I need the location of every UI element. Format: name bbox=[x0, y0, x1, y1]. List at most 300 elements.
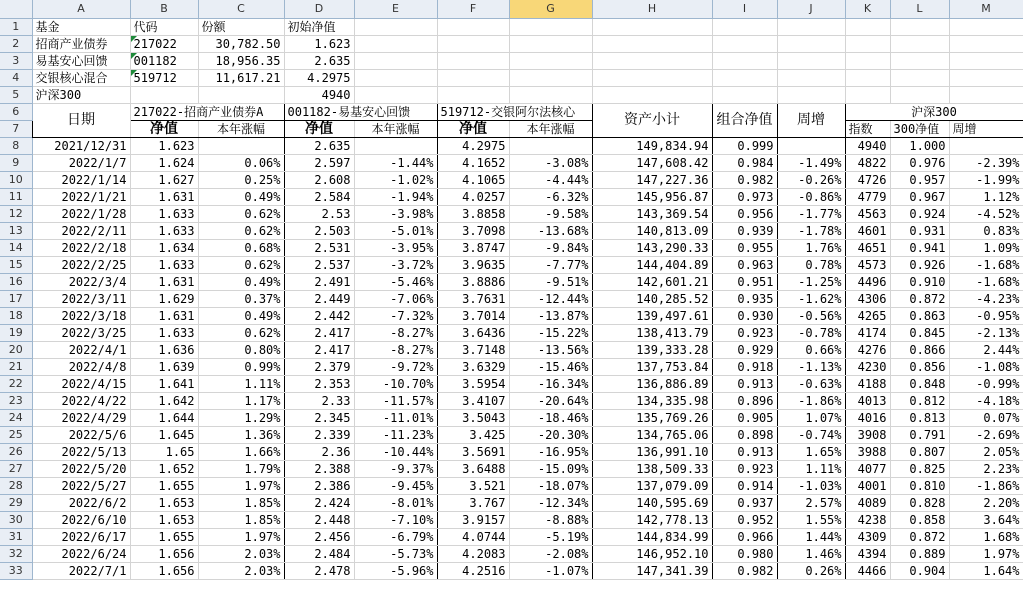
code-cell[interactable]: 217022 bbox=[130, 35, 198, 52]
data-cell[interactable]: 4466 bbox=[845, 562, 890, 579]
cell[interactable] bbox=[845, 69, 890, 86]
cell[interactable] bbox=[437, 35, 509, 52]
data-cell[interactable]: 2.20% bbox=[949, 494, 1023, 511]
cell[interactable]: 11,617.21 bbox=[198, 69, 284, 86]
data-cell[interactable]: -3.98% bbox=[354, 205, 437, 222]
data-cell[interactable]: 140,595.69 bbox=[592, 494, 712, 511]
data-cell[interactable]: 1.12% bbox=[949, 188, 1023, 205]
data-cell[interactable]: -13.68% bbox=[509, 222, 592, 239]
data-cell[interactable]: -0.26% bbox=[777, 171, 845, 188]
data-cell[interactable]: 137,753.84 bbox=[592, 358, 712, 375]
column-header[interactable]: L bbox=[890, 0, 949, 18]
cell[interactable] bbox=[949, 52, 1023, 69]
data-cell[interactable]: 1.656 bbox=[130, 562, 198, 579]
data-cell[interactable]: 4651 bbox=[845, 239, 890, 256]
data-cell[interactable]: 0.973 bbox=[712, 188, 777, 205]
data-cell[interactable]: 3.5043 bbox=[437, 409, 509, 426]
data-cell[interactable]: -1.99% bbox=[949, 171, 1023, 188]
row-header[interactable]: 19 bbox=[0, 324, 32, 341]
data-cell[interactable]: 2.03% bbox=[198, 545, 284, 562]
data-cell[interactable]: 0.937 bbox=[712, 494, 777, 511]
data-cell[interactable]: -13.87% bbox=[509, 307, 592, 324]
data-cell[interactable]: -6.79% bbox=[354, 528, 437, 545]
data-cell[interactable]: -5.96% bbox=[354, 562, 437, 579]
data-cell[interactable]: -1.03% bbox=[777, 477, 845, 494]
data-cell[interactable]: 0.49% bbox=[198, 188, 284, 205]
data-cell[interactable]: -2.08% bbox=[509, 545, 592, 562]
cell[interactable] bbox=[777, 52, 845, 69]
cell[interactable] bbox=[592, 69, 712, 86]
data-cell[interactable]: 4265 bbox=[845, 307, 890, 324]
data-cell[interactable]: 142,778.13 bbox=[592, 511, 712, 528]
date-cell[interactable]: 2022/3/25 bbox=[32, 324, 130, 341]
data-cell[interactable]: 0.924 bbox=[890, 205, 949, 222]
data-cell[interactable]: -1.02% bbox=[354, 171, 437, 188]
data-cell[interactable]: -3.72% bbox=[354, 256, 437, 273]
data-cell[interactable]: 3.5954 bbox=[437, 375, 509, 392]
row-header[interactable]: 29 bbox=[0, 494, 32, 511]
cell[interactable] bbox=[198, 86, 284, 103]
data-cell[interactable]: 138,509.33 bbox=[592, 460, 712, 477]
data-cell[interactable]: -7.06% bbox=[354, 290, 437, 307]
cell[interactable] bbox=[354, 69, 437, 86]
date-cell[interactable]: 2022/1/14 bbox=[32, 171, 130, 188]
data-cell[interactable]: 4230 bbox=[845, 358, 890, 375]
data-cell[interactable]: 0.80% bbox=[198, 341, 284, 358]
data-cell[interactable]: 0.931 bbox=[890, 222, 949, 239]
data-cell[interactable]: -10.44% bbox=[354, 443, 437, 460]
data-cell[interactable]: -5.01% bbox=[354, 222, 437, 239]
data-cell[interactable]: 0.926 bbox=[890, 256, 949, 273]
data-cell[interactable]: 1.68% bbox=[949, 528, 1023, 545]
cell[interactable] bbox=[890, 69, 949, 86]
cell[interactable]: 1.623 bbox=[284, 35, 354, 52]
data-cell[interactable]: -11.01% bbox=[354, 409, 437, 426]
data-cell[interactable]: 3.6329 bbox=[437, 358, 509, 375]
data-cell[interactable]: 4.1065 bbox=[437, 171, 509, 188]
data-cell[interactable] bbox=[354, 137, 437, 154]
data-cell[interactable]: 143,290.33 bbox=[592, 239, 712, 256]
data-cell[interactable]: 1.653 bbox=[130, 511, 198, 528]
row-header[interactable]: 8 bbox=[0, 137, 32, 154]
data-cell[interactable]: 0.904 bbox=[890, 562, 949, 579]
data-cell[interactable]: 0.791 bbox=[890, 426, 949, 443]
data-cell[interactable]: -8.27% bbox=[354, 341, 437, 358]
data-cell[interactable]: 0.982 bbox=[712, 171, 777, 188]
data-cell[interactable]: 137,079.09 bbox=[592, 477, 712, 494]
data-cell[interactable]: 3.4107 bbox=[437, 392, 509, 409]
data-cell[interactable]: -0.63% bbox=[777, 375, 845, 392]
data-cell[interactable]: 136,991.10 bbox=[592, 443, 712, 460]
data-cell[interactable]: 1.633 bbox=[130, 205, 198, 222]
data-cell[interactable]: 4573 bbox=[845, 256, 890, 273]
date-cell[interactable]: 2021/12/31 bbox=[32, 137, 130, 154]
data-cell[interactable]: -1.07% bbox=[509, 562, 592, 579]
data-cell[interactable]: 0.923 bbox=[712, 324, 777, 341]
data-cell[interactable]: 0.889 bbox=[890, 545, 949, 562]
data-cell[interactable]: 1.624 bbox=[130, 154, 198, 171]
data-cell[interactable]: 0.06% bbox=[198, 154, 284, 171]
cell[interactable] bbox=[130, 86, 198, 103]
row-header[interactable]: 31 bbox=[0, 528, 32, 545]
row-header[interactable]: 18 bbox=[0, 307, 32, 324]
column-header[interactable]: H bbox=[592, 0, 712, 18]
data-cell[interactable]: 0.982 bbox=[712, 562, 777, 579]
date-cell[interactable]: 2022/6/24 bbox=[32, 545, 130, 562]
cell[interactable] bbox=[845, 86, 890, 103]
data-cell[interactable]: -1.62% bbox=[777, 290, 845, 307]
data-cell[interactable]: 1.000 bbox=[890, 137, 949, 154]
data-cell[interactable]: 1.09% bbox=[949, 239, 1023, 256]
date-cell[interactable]: 2022/2/25 bbox=[32, 256, 130, 273]
data-cell[interactable]: 135,769.26 bbox=[592, 409, 712, 426]
cell[interactable] bbox=[845, 52, 890, 69]
data-cell[interactable]: 3.8886 bbox=[437, 273, 509, 290]
data-cell[interactable]: 1.633 bbox=[130, 222, 198, 239]
data-cell[interactable]: -1.86% bbox=[777, 392, 845, 409]
data-cell[interactable]: 4.0257 bbox=[437, 188, 509, 205]
data-cell[interactable]: 3.8858 bbox=[437, 205, 509, 222]
cell[interactable]: 4940 bbox=[284, 86, 354, 103]
row-header[interactable]: 14 bbox=[0, 239, 32, 256]
cell[interactable]: 份额 bbox=[198, 18, 284, 35]
data-cell[interactable]: 0.913 bbox=[712, 375, 777, 392]
date-cell[interactable]: 2022/4/29 bbox=[32, 409, 130, 426]
data-cell[interactable]: 147,227.36 bbox=[592, 171, 712, 188]
row-header[interactable]: 9 bbox=[0, 154, 32, 171]
ytd-subheader[interactable]: 本年涨幅 bbox=[354, 120, 437, 137]
cell[interactable] bbox=[592, 86, 712, 103]
cell[interactable] bbox=[890, 86, 949, 103]
data-cell[interactable]: 1.11% bbox=[777, 460, 845, 477]
data-cell[interactable]: 4276 bbox=[845, 341, 890, 358]
data-cell[interactable]: 0.951 bbox=[712, 273, 777, 290]
data-cell[interactable]: -8.88% bbox=[509, 511, 592, 528]
data-cell[interactable]: 0.923 bbox=[712, 460, 777, 477]
data-cell[interactable]: 2.635 bbox=[284, 137, 354, 154]
data-cell[interactable]: 2.36 bbox=[284, 443, 354, 460]
data-cell[interactable]: 1.46% bbox=[777, 545, 845, 562]
data-cell[interactable]: -1.08% bbox=[949, 358, 1023, 375]
data-cell[interactable]: 0.813 bbox=[890, 409, 949, 426]
cell[interactable]: 18,956.35 bbox=[198, 52, 284, 69]
data-cell[interactable]: 1.633 bbox=[130, 256, 198, 273]
data-cell[interactable]: 3.64% bbox=[949, 511, 1023, 528]
data-cell[interactable] bbox=[949, 137, 1023, 154]
column-header[interactable]: I bbox=[712, 0, 777, 18]
cell[interactable] bbox=[592, 35, 712, 52]
hs-nav-subheader[interactable]: 300净值 bbox=[890, 120, 949, 137]
data-cell[interactable]: 140,285.52 bbox=[592, 290, 712, 307]
date-cell[interactable]: 2022/6/2 bbox=[32, 494, 130, 511]
data-cell[interactable]: 4188 bbox=[845, 375, 890, 392]
data-cell[interactable]: -1.25% bbox=[777, 273, 845, 290]
data-cell[interactable]: 3.767 bbox=[437, 494, 509, 511]
cell[interactable]: 沪深300 bbox=[32, 86, 130, 103]
data-cell[interactable]: 4306 bbox=[845, 290, 890, 307]
data-cell[interactable]: 1.634 bbox=[130, 239, 198, 256]
data-cell[interactable]: 1.85% bbox=[198, 494, 284, 511]
date-cell[interactable]: 2022/4/1 bbox=[32, 341, 130, 358]
row-header[interactable]: 21 bbox=[0, 358, 32, 375]
data-cell[interactable]: 2.449 bbox=[284, 290, 354, 307]
data-cell[interactable]: 3.5691 bbox=[437, 443, 509, 460]
date-cell[interactable]: 2022/3/11 bbox=[32, 290, 130, 307]
data-cell[interactable]: 0.941 bbox=[890, 239, 949, 256]
data-cell[interactable]: 3.7014 bbox=[437, 307, 509, 324]
row-header[interactable]: 6 bbox=[0, 103, 32, 120]
data-cell[interactable]: -13.56% bbox=[509, 341, 592, 358]
data-cell[interactable]: -3.95% bbox=[354, 239, 437, 256]
data-cell[interactable]: -10.70% bbox=[354, 375, 437, 392]
nav-subheader[interactable]: 净值 bbox=[284, 120, 354, 137]
row-header[interactable]: 20 bbox=[0, 341, 32, 358]
row-header[interactable]: 3 bbox=[0, 52, 32, 69]
data-cell[interactable]: -8.27% bbox=[354, 324, 437, 341]
row-header[interactable]: 7 bbox=[0, 120, 32, 137]
code-cell[interactable]: 001182 bbox=[130, 52, 198, 69]
data-cell[interactable]: 4394 bbox=[845, 545, 890, 562]
data-cell[interactable]: 1.07% bbox=[777, 409, 845, 426]
data-cell[interactable]: 2.531 bbox=[284, 239, 354, 256]
data-cell[interactable]: -16.34% bbox=[509, 375, 592, 392]
cell[interactable] bbox=[437, 18, 509, 35]
date-cell[interactable]: 2022/5/20 bbox=[32, 460, 130, 477]
data-cell[interactable]: -4.44% bbox=[509, 171, 592, 188]
date-cell[interactable]: 2022/4/15 bbox=[32, 375, 130, 392]
data-cell[interactable]: 2.23% bbox=[949, 460, 1023, 477]
data-cell[interactable]: 139,497.61 bbox=[592, 307, 712, 324]
data-cell[interactable]: 144,404.89 bbox=[592, 256, 712, 273]
date-cell[interactable]: 2022/3/18 bbox=[32, 307, 130, 324]
data-cell[interactable]: 1.652 bbox=[130, 460, 198, 477]
data-cell[interactable]: -1.68% bbox=[949, 256, 1023, 273]
data-cell[interactable]: 138,413.79 bbox=[592, 324, 712, 341]
data-cell[interactable]: 0.99% bbox=[198, 358, 284, 375]
data-cell[interactable]: 4563 bbox=[845, 205, 890, 222]
data-cell[interactable]: 3.9157 bbox=[437, 511, 509, 528]
row-header[interactable]: 1 bbox=[0, 18, 32, 35]
data-cell[interactable]: 0.828 bbox=[890, 494, 949, 511]
data-cell[interactable]: 0.956 bbox=[712, 205, 777, 222]
row-header[interactable]: 12 bbox=[0, 205, 32, 222]
data-cell[interactable]: -20.30% bbox=[509, 426, 592, 443]
date-cell[interactable]: 2022/4/22 bbox=[32, 392, 130, 409]
data-cell[interactable]: 3.9635 bbox=[437, 256, 509, 273]
data-cell[interactable]: 0.848 bbox=[890, 375, 949, 392]
data-cell[interactable]: 1.11% bbox=[198, 375, 284, 392]
data-cell[interactable]: 134,765.06 bbox=[592, 426, 712, 443]
data-cell[interactable]: 1.641 bbox=[130, 375, 198, 392]
column-header[interactable]: F bbox=[437, 0, 509, 18]
data-cell[interactable]: 3908 bbox=[845, 426, 890, 443]
date-cell[interactable]: 2022/7/1 bbox=[32, 562, 130, 579]
cell[interactable] bbox=[592, 18, 712, 35]
row-header[interactable]: 4 bbox=[0, 69, 32, 86]
data-cell[interactable]: 4.0744 bbox=[437, 528, 509, 545]
cell[interactable]: 30,782.50 bbox=[198, 35, 284, 52]
data-cell[interactable]: 4001 bbox=[845, 477, 890, 494]
cell[interactable] bbox=[592, 52, 712, 69]
data-cell[interactable]: 0.955 bbox=[712, 239, 777, 256]
date-cell[interactable]: 2022/6/10 bbox=[32, 511, 130, 528]
data-cell[interactable]: 2.448 bbox=[284, 511, 354, 528]
data-cell[interactable]: 0.918 bbox=[712, 358, 777, 375]
data-cell[interactable]: -18.07% bbox=[509, 477, 592, 494]
data-cell[interactable]: 1.633 bbox=[130, 324, 198, 341]
data-cell[interactable]: 2.339 bbox=[284, 426, 354, 443]
data-cell[interactable]: 0.967 bbox=[890, 188, 949, 205]
ytd-subheader[interactable]: 本年涨幅 bbox=[509, 120, 592, 137]
data-cell[interactable]: -4.23% bbox=[949, 290, 1023, 307]
data-cell[interactable]: -1.77% bbox=[777, 205, 845, 222]
cell[interactable] bbox=[509, 35, 592, 52]
data-cell[interactable]: 0.935 bbox=[712, 290, 777, 307]
date-cell[interactable]: 2022/5/27 bbox=[32, 477, 130, 494]
row-header[interactable]: 23 bbox=[0, 392, 32, 409]
data-cell[interactable]: 2.386 bbox=[284, 477, 354, 494]
cell[interactable] bbox=[949, 35, 1023, 52]
ytd-subheader[interactable]: 本年涨幅 bbox=[198, 120, 284, 137]
data-cell[interactable]: 0.872 bbox=[890, 528, 949, 545]
data-cell[interactable]: 0.896 bbox=[712, 392, 777, 409]
data-cell[interactable]: -0.78% bbox=[777, 324, 845, 341]
data-cell[interactable]: -7.77% bbox=[509, 256, 592, 273]
data-cell[interactable]: 0.863 bbox=[890, 307, 949, 324]
data-cell[interactable]: 1.29% bbox=[198, 409, 284, 426]
row-header[interactable]: 24 bbox=[0, 409, 32, 426]
data-cell[interactable]: 136,886.89 bbox=[592, 375, 712, 392]
cell[interactable] bbox=[437, 52, 509, 69]
cell[interactable] bbox=[777, 18, 845, 35]
data-cell[interactable]: 0.872 bbox=[890, 290, 949, 307]
data-cell[interactable]: 1.653 bbox=[130, 494, 198, 511]
data-cell[interactable]: 0.910 bbox=[890, 273, 949, 290]
data-cell[interactable]: -0.86% bbox=[777, 188, 845, 205]
data-cell[interactable]: 1.636 bbox=[130, 341, 198, 358]
data-cell[interactable]: 2.44% bbox=[949, 341, 1023, 358]
data-cell[interactable]: 4174 bbox=[845, 324, 890, 341]
cell[interactable] bbox=[890, 18, 949, 35]
data-cell[interactable]: 1.17% bbox=[198, 392, 284, 409]
data-cell[interactable]: 2.53 bbox=[284, 205, 354, 222]
data-cell[interactable]: -0.95% bbox=[949, 307, 1023, 324]
data-cell[interactable]: 0.83% bbox=[949, 222, 1023, 239]
data-cell[interactable]: -9.84% bbox=[509, 239, 592, 256]
cell[interactable] bbox=[890, 52, 949, 69]
data-cell[interactable]: 2.584 bbox=[284, 188, 354, 205]
row-header[interactable]: 28 bbox=[0, 477, 32, 494]
cell[interactable] bbox=[712, 52, 777, 69]
cell[interactable] bbox=[509, 52, 592, 69]
data-cell[interactable]: -0.56% bbox=[777, 307, 845, 324]
data-cell[interactable]: 3988 bbox=[845, 443, 890, 460]
data-cell[interactable]: 0.930 bbox=[712, 307, 777, 324]
data-cell[interactable] bbox=[198, 137, 284, 154]
data-cell[interactable]: 3.7148 bbox=[437, 341, 509, 358]
data-cell[interactable]: 1.76% bbox=[777, 239, 845, 256]
cell[interactable]: 基金 bbox=[32, 18, 130, 35]
data-cell[interactable]: 1.66% bbox=[198, 443, 284, 460]
data-cell[interactable]: 4013 bbox=[845, 392, 890, 409]
data-cell[interactable]: 0.07% bbox=[949, 409, 1023, 426]
data-cell[interactable]: 1.631 bbox=[130, 188, 198, 205]
data-cell[interactable]: 140,813.09 bbox=[592, 222, 712, 239]
date-cell[interactable]: 2022/2/11 bbox=[32, 222, 130, 239]
cell[interactable] bbox=[354, 35, 437, 52]
data-cell[interactable]: 2.353 bbox=[284, 375, 354, 392]
data-cell[interactable]: 0.980 bbox=[712, 545, 777, 562]
data-cell[interactable]: -15.22% bbox=[509, 324, 592, 341]
data-cell[interactable]: 0.49% bbox=[198, 307, 284, 324]
data-cell[interactable]: 1.655 bbox=[130, 528, 198, 545]
date-cell[interactable]: 2022/3/4 bbox=[32, 273, 130, 290]
date-cell[interactable]: 2022/4/8 bbox=[32, 358, 130, 375]
row-header[interactable]: 27 bbox=[0, 460, 32, 477]
data-cell[interactable]: 2.442 bbox=[284, 307, 354, 324]
column-header[interactable]: C bbox=[198, 0, 284, 18]
data-cell[interactable]: 0.825 bbox=[890, 460, 949, 477]
code-cell[interactable]: 519712 bbox=[130, 69, 198, 86]
data-cell[interactable]: -7.10% bbox=[354, 511, 437, 528]
data-cell[interactable]: 2.478 bbox=[284, 562, 354, 579]
cell[interactable] bbox=[845, 18, 890, 35]
data-cell[interactable]: 1.97% bbox=[949, 545, 1023, 562]
data-cell[interactable] bbox=[777, 137, 845, 154]
data-cell[interactable]: 1.631 bbox=[130, 307, 198, 324]
cell[interactable] bbox=[845, 35, 890, 52]
data-cell[interactable]: 2.345 bbox=[284, 409, 354, 426]
data-cell[interactable]: -15.09% bbox=[509, 460, 592, 477]
data-cell[interactable]: 1.631 bbox=[130, 273, 198, 290]
date-cell[interactable]: 2022/2/18 bbox=[32, 239, 130, 256]
data-cell[interactable]: 1.644 bbox=[130, 409, 198, 426]
cell[interactable] bbox=[437, 86, 509, 103]
cell[interactable] bbox=[712, 18, 777, 35]
data-cell[interactable]: 0.914 bbox=[712, 477, 777, 494]
data-cell[interactable]: -12.34% bbox=[509, 494, 592, 511]
data-cell[interactable]: 2.503 bbox=[284, 222, 354, 239]
column-header[interactable]: D bbox=[284, 0, 354, 18]
data-cell[interactable]: 2.33 bbox=[284, 392, 354, 409]
data-cell[interactable]: 1.97% bbox=[198, 477, 284, 494]
cell[interactable] bbox=[712, 35, 777, 52]
data-cell[interactable]: 4.2975 bbox=[437, 137, 509, 154]
data-cell[interactable]: 1.65% bbox=[777, 443, 845, 460]
data-cell[interactable]: 0.858 bbox=[890, 511, 949, 528]
data-cell[interactable]: 2.491 bbox=[284, 273, 354, 290]
data-cell[interactable]: 2.597 bbox=[284, 154, 354, 171]
assets-header[interactable]: 资产小计 bbox=[592, 103, 712, 137]
data-cell[interactable]: 134,335.98 bbox=[592, 392, 712, 409]
data-cell[interactable]: 142,601.21 bbox=[592, 273, 712, 290]
data-cell[interactable]: 1.655 bbox=[130, 477, 198, 494]
cell[interactable] bbox=[712, 86, 777, 103]
cell[interactable] bbox=[777, 69, 845, 86]
data-cell[interactable]: 2.424 bbox=[284, 494, 354, 511]
data-cell[interactable]: -2.69% bbox=[949, 426, 1023, 443]
data-cell[interactable]: 0.856 bbox=[890, 358, 949, 375]
data-cell[interactable]: -4.52% bbox=[949, 205, 1023, 222]
data-cell[interactable]: 1.656 bbox=[130, 545, 198, 562]
data-cell[interactable]: -12.44% bbox=[509, 290, 592, 307]
data-cell[interactable]: -9.37% bbox=[354, 460, 437, 477]
data-cell[interactable]: 0.62% bbox=[198, 324, 284, 341]
column-header[interactable]: J bbox=[777, 0, 845, 18]
data-cell[interactable]: 4.2083 bbox=[437, 545, 509, 562]
data-cell[interactable]: -15.46% bbox=[509, 358, 592, 375]
data-cell[interactable]: 3.6436 bbox=[437, 324, 509, 341]
